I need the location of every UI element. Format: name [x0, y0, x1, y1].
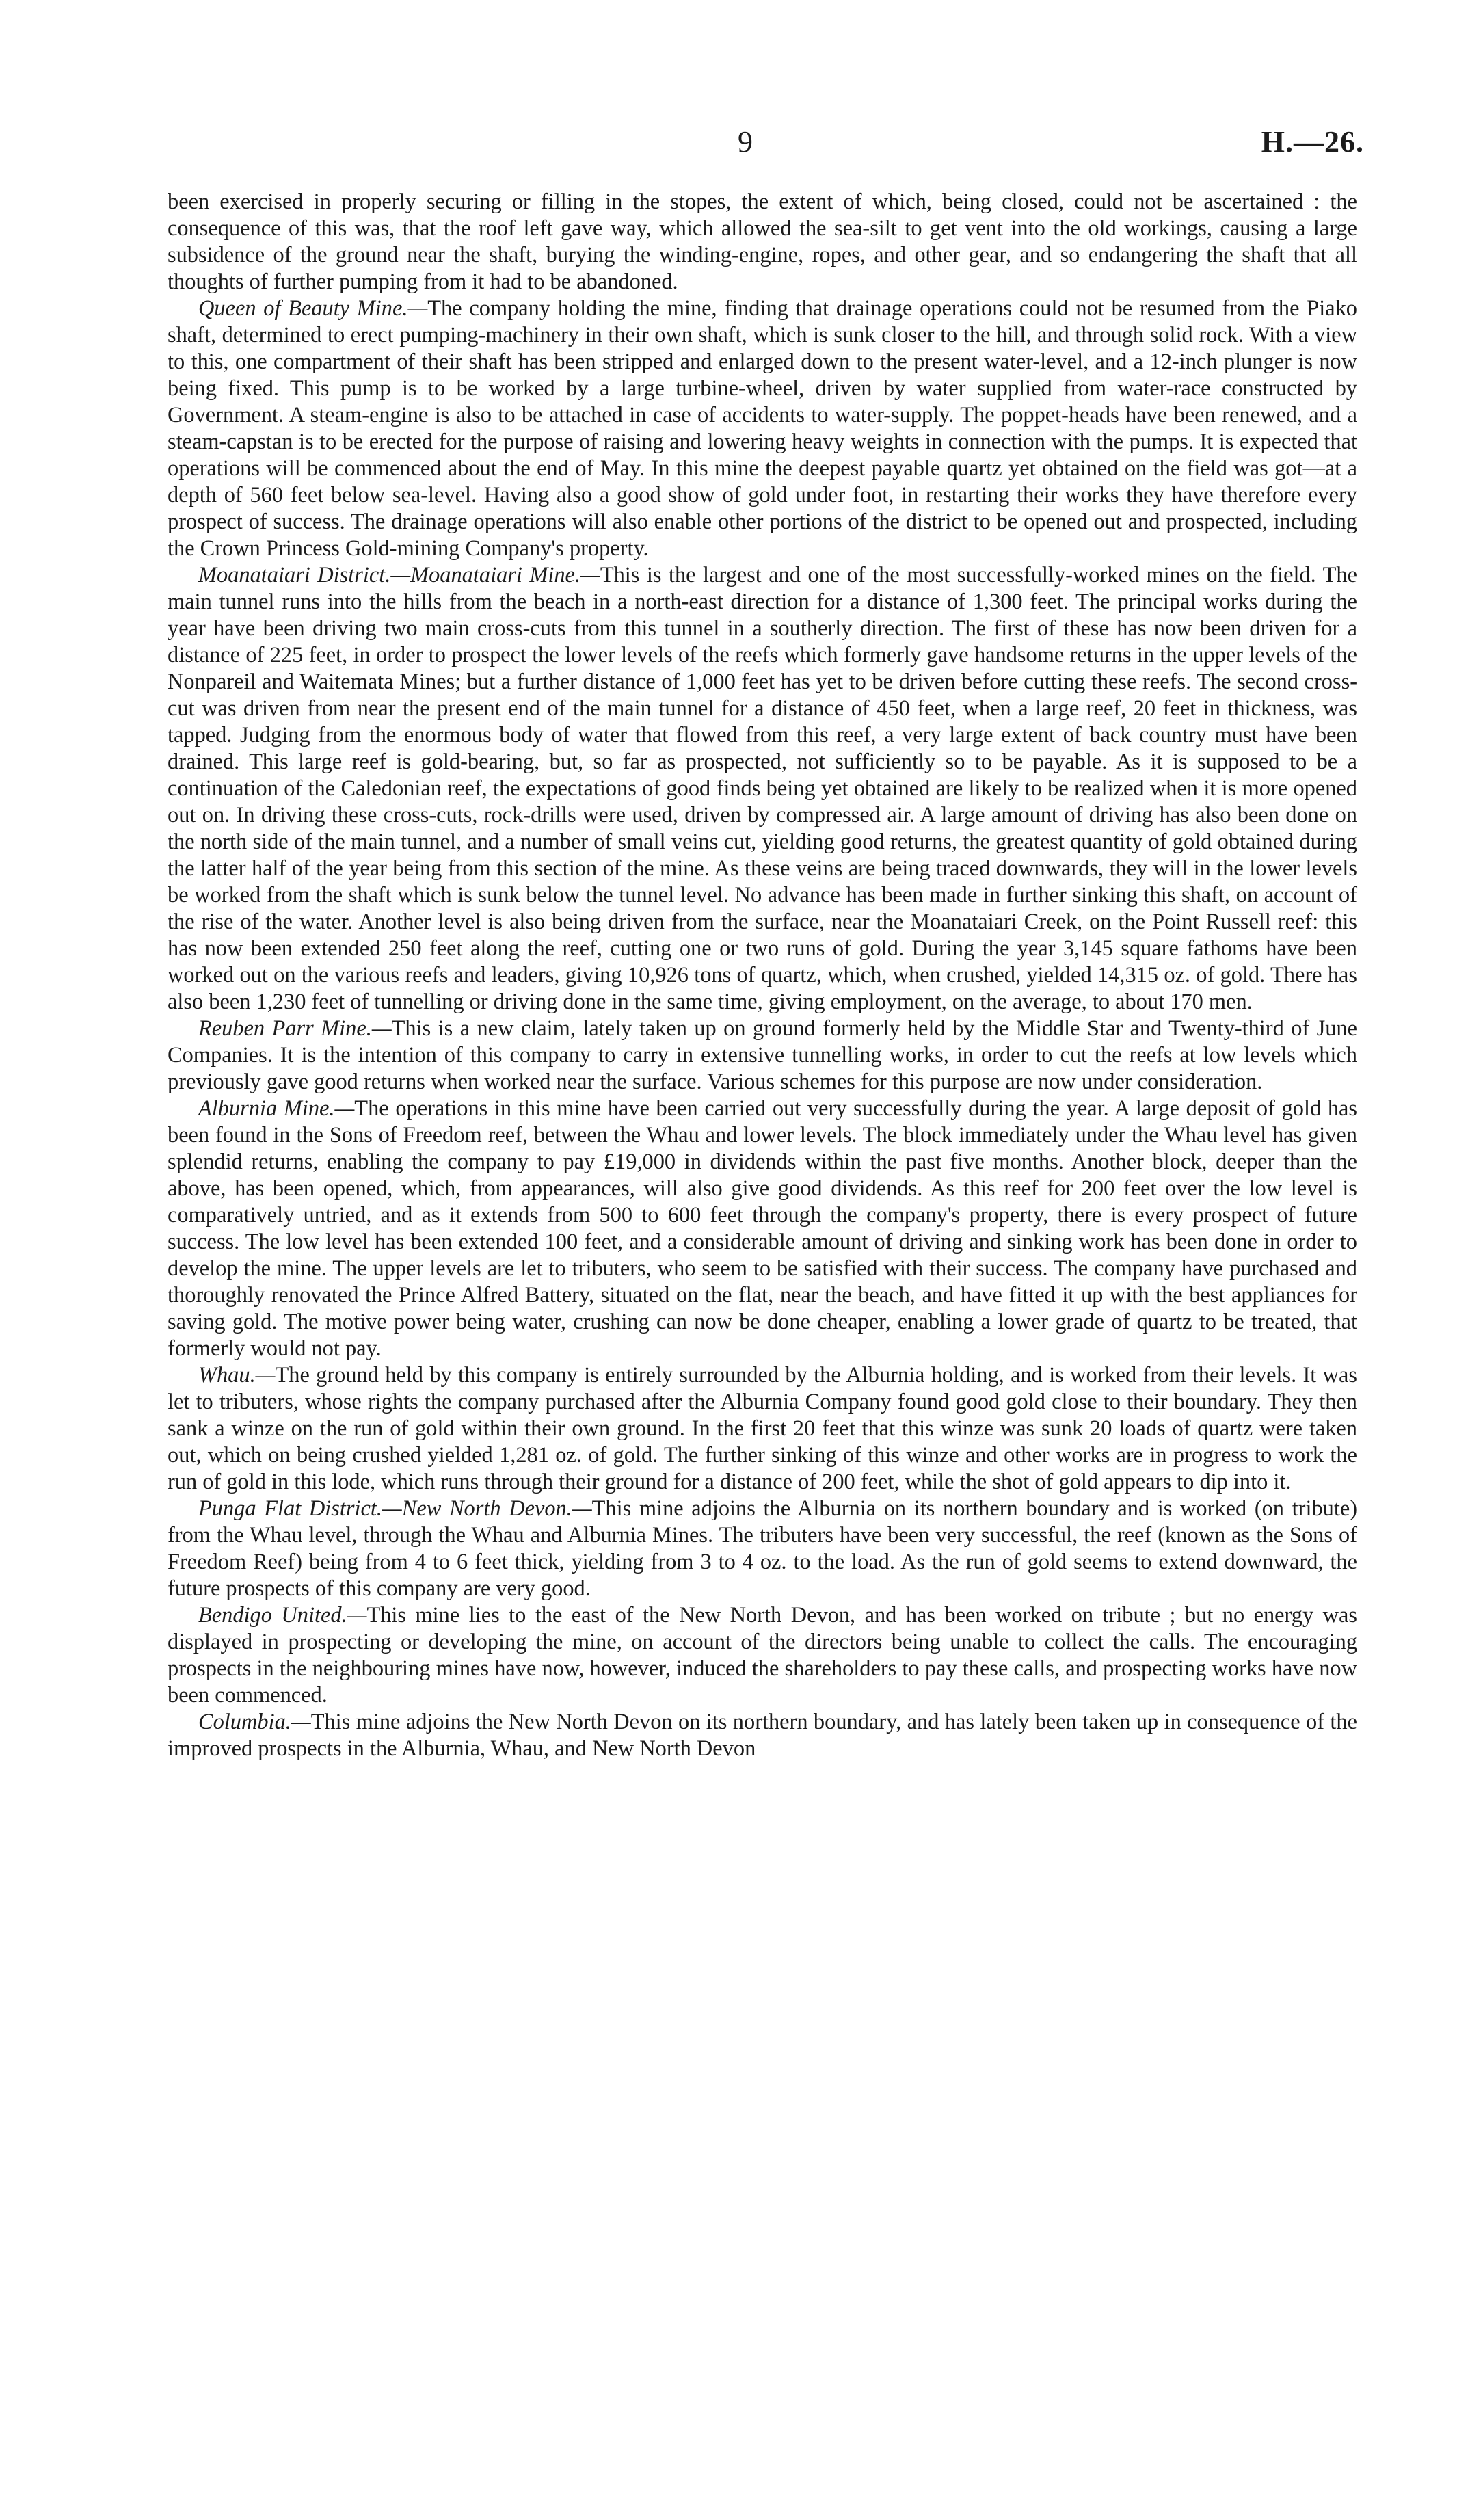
paragraph-heading: Moanataiari District.—Moanataiari Mine.—	[198, 563, 600, 587]
paragraph-text: The ground held by this company is entirely surrounded by the Alburnia holding, and is worked from their levels. It was let to tributers, whose rights the company purchased after the Alburnia Company found good gold close to their boundary. They then sank a winze on the run of gold within their own ground. In the first 20 feet that this winze was sunk 20 loads of quartz were taken out, which on being crushed yielded 1,281 oz. of gold. The further sinking of this winze and other works are in progress to work the run of gold in this lode, which runs through their ground for a distance of 200 feet, while the shot of gold appears to dip into it.	[168, 1363, 1357, 1494]
paragraph-queen-of-beauty	[168, 295, 1357, 562]
paragraph-heading: Bendigo United.—	[198, 1603, 367, 1628]
paragraph-reuben-parr	[168, 1016, 1357, 1096]
paragraph-text: This is a new claim, lately taken up on ground formerly held by the Middle Star and Twenty-third of June Companies. It is the intention of this company to carry in extensive tunnelling works, in order to cut the reefs at low levels which previously gave good returns when worked near the surface. Various schemes for this purpose are now under consideration.	[168, 1016, 1358, 1094]
paragraph-text: The company holding the mine, finding that drainage operations could not be resumed from the Piako shaft, determined to erect pumping-machinery in their own shaft, which is sunk closer to the hill, and through solid rock. With a view to this, one compartment of their shaft has been stripped and enlarged down to the present water-level, and a 12-inch plunger is now being fixed. This pump is to be worked by a large turbine-wheel, driven by water supplied from water-race constructed by Government. A steam-engine is also to be attached in case of accidents to water-supply. The poppet-heads have been renewed, and a steam-capstan is to be erected for the purpose of raising and lowering heavy weights in connection with the pumps. It is expected that operations will be commenced about the end of May. In this mine the deepest payable quartz yet obtained on the field was got—at a depth of 560 feet below sea-level. Having also a good show of gold under foot, in restarting their works they have therefore every prospect of success. The drainage operations will also enable other portions of the district to be opened out and prospected, including the Crown Princess Gold-mining Company's property.	[168, 296, 1357, 561]
paragraph-text: This mine adjoins the Alburnia on its northern boundary and is worked (on tribute) from the Whau level, through the Whau and Alburnia Mines. The tributers have been very successful, the reef (known as the Sons of Freedom Reef) being from 4 to 6 feet thick, yielding from 3 to 4 oz. to the load. As the run of gold seems to extend downward, the future prospects of this company are very good.	[168, 1496, 1357, 1601]
paragraph-whau	[168, 1362, 1357, 1496]
paragraph-columbia	[168, 1709, 1357, 1762]
paragraph-heading: Whau.—	[198, 1363, 276, 1388]
paragraph-text: This mine lies to the east of the New North Devon, and has been worked on tribute ; but no energy was displayed in prospecting or developing the mine, on account of the directors being unable to collect the calls. The encouraging prospects in the neighbouring mines have now, however, induced the shareholders to pay these calls, and prospecting works have now been commenced.	[168, 1603, 1357, 1708]
paragraph-bendigo-united	[168, 1602, 1357, 1709]
paragraph-heading: Queen of Beauty Mine.—	[198, 296, 428, 321]
paragraph-moanataiari	[168, 562, 1357, 1016]
paragraph-text: been exercised in properly securing or filling in the stopes, the extent of which, being closed, could not be ascertained : the consequence of this was, that the roof left gave way, which allowed the sea-silt to get vent into the old workings, causing a large subsidence of the ground near the shaft, burying the winding-engine, ropes, and other gear, and so endangering the shaft that all thoughts of further pumping from it had to be abandoned.	[168, 189, 1357, 294]
page-number: 9	[738, 125, 753, 159]
paragraph-heading: Reuben Parr Mine.—	[198, 1016, 392, 1041]
paragraph-text: The operations in this mine have been carried out very successfully during the year. A large deposit of gold has been found in the Sons of Freedom reef, between the Whau and lower levels. The block immediately under the Whau level has given splendid returns, enabling the company to pay £19,000 in dividends within the past five months. Another block, deeper than the above, has been opened, which, from appearances, will also give good dividends. As this reef for 200 feet over the low level is comparatively untried, and as it extends from 500 to 600 feet through the company's property, there is every prospect of future success. The low level has been extended 100 feet, and a considerable amount of driving and sinking work has been done in order to develop the mine. The upper levels are let to tributers, who seem to be satisfied with their success. The company have purchased and thoroughly renovated the Prince Alfred Battery, situated on the flat, near the beach, and have fitted it up with the best appliances for saving gold. The motive power being water, crushing can now be done cheaper, enabling a lower grade of quartz to be treated, that formerly would not pay.	[168, 1096, 1358, 1361]
paragraph-heading: Alburnia Mine.—	[198, 1096, 355, 1121]
paragraph-heading: Punga Flat District.—New North Devon.—	[198, 1496, 592, 1521]
paragraph-new-north-devon	[168, 1496, 1357, 1602]
paragraph-heading: Columbia.—	[198, 1710, 311, 1734]
paragraph-continuation	[168, 189, 1357, 295]
document-reference: H.—26.	[1261, 125, 1364, 159]
paragraph-text: This is the largest and one of the most successfully-worked mines on the field. The main tunnel runs into the hills from the beach in a north-east direction for a distance of 1,300 feet. The principal works during the year have been driving two main cross-cuts from this tunnel in a southerly direction. The first of these has now been driven for a distance of 225 feet, in order to prospect the lower levels of the reefs which formerly gave handsome returns in the upper levels of the Nonpareil and Waitemata Mines; but a further distance of 1,000 feet has yet to be driven before cutting these reefs. The second cross-cut was driven from near the present end of the main tunnel for a distance of 450 feet, when a large reef, 20 feet in thickness, was tapped. Judging from the enormous body of water that flowed from this reef, a very large extent of back country must have been drained. This large reef is gold-bearing, but, so far as prospected, not sufficiently so to be payable. As it is supposed to be a continuation of the Caledonian reef, the expectations of good finds being yet obtained are likely to be realized when it is more opened out on. In driving these cross-cuts, rock-drills were used, driven by compressed air. A large amount of driving has also been done on the north side of the main tunnel, and a number of small veins cut, yielding good returns, the greatest quantity of gold obtained during the latter half of the year being from this section of the mine. As these veins are being traced downwards, they will in the lower levels be worked from the shaft which is sunk below the tunnel level. No advance has been made in further sinking this shaft, on account of the rise of the water. Another level is also being driven from the surface, near the Moanataiari Creek, on the Point Russell reef: this has now been extended 250 feet along the reef, cutting one or two runs of gold. During the year 3,145 square fathoms have been worked out on the various reefs and leaders, giving 10,926 tons of quartz, which, when crushed, yielded 14,315 oz. of gold. There has also been 1,230 feet of tunnelling or driving done in the same time, giving employment, on the average, to about 170 men.	[168, 563, 1357, 1014]
paragraph-text: This mine adjoins the New North Devon on its northern boundary, and has lately been taken up in consequence of the improved prospects in the Alburnia, Whau, and New North Devon	[168, 1710, 1357, 1761]
paragraph-alburnia	[168, 1096, 1357, 1362]
body-text	[168, 189, 1357, 1762]
